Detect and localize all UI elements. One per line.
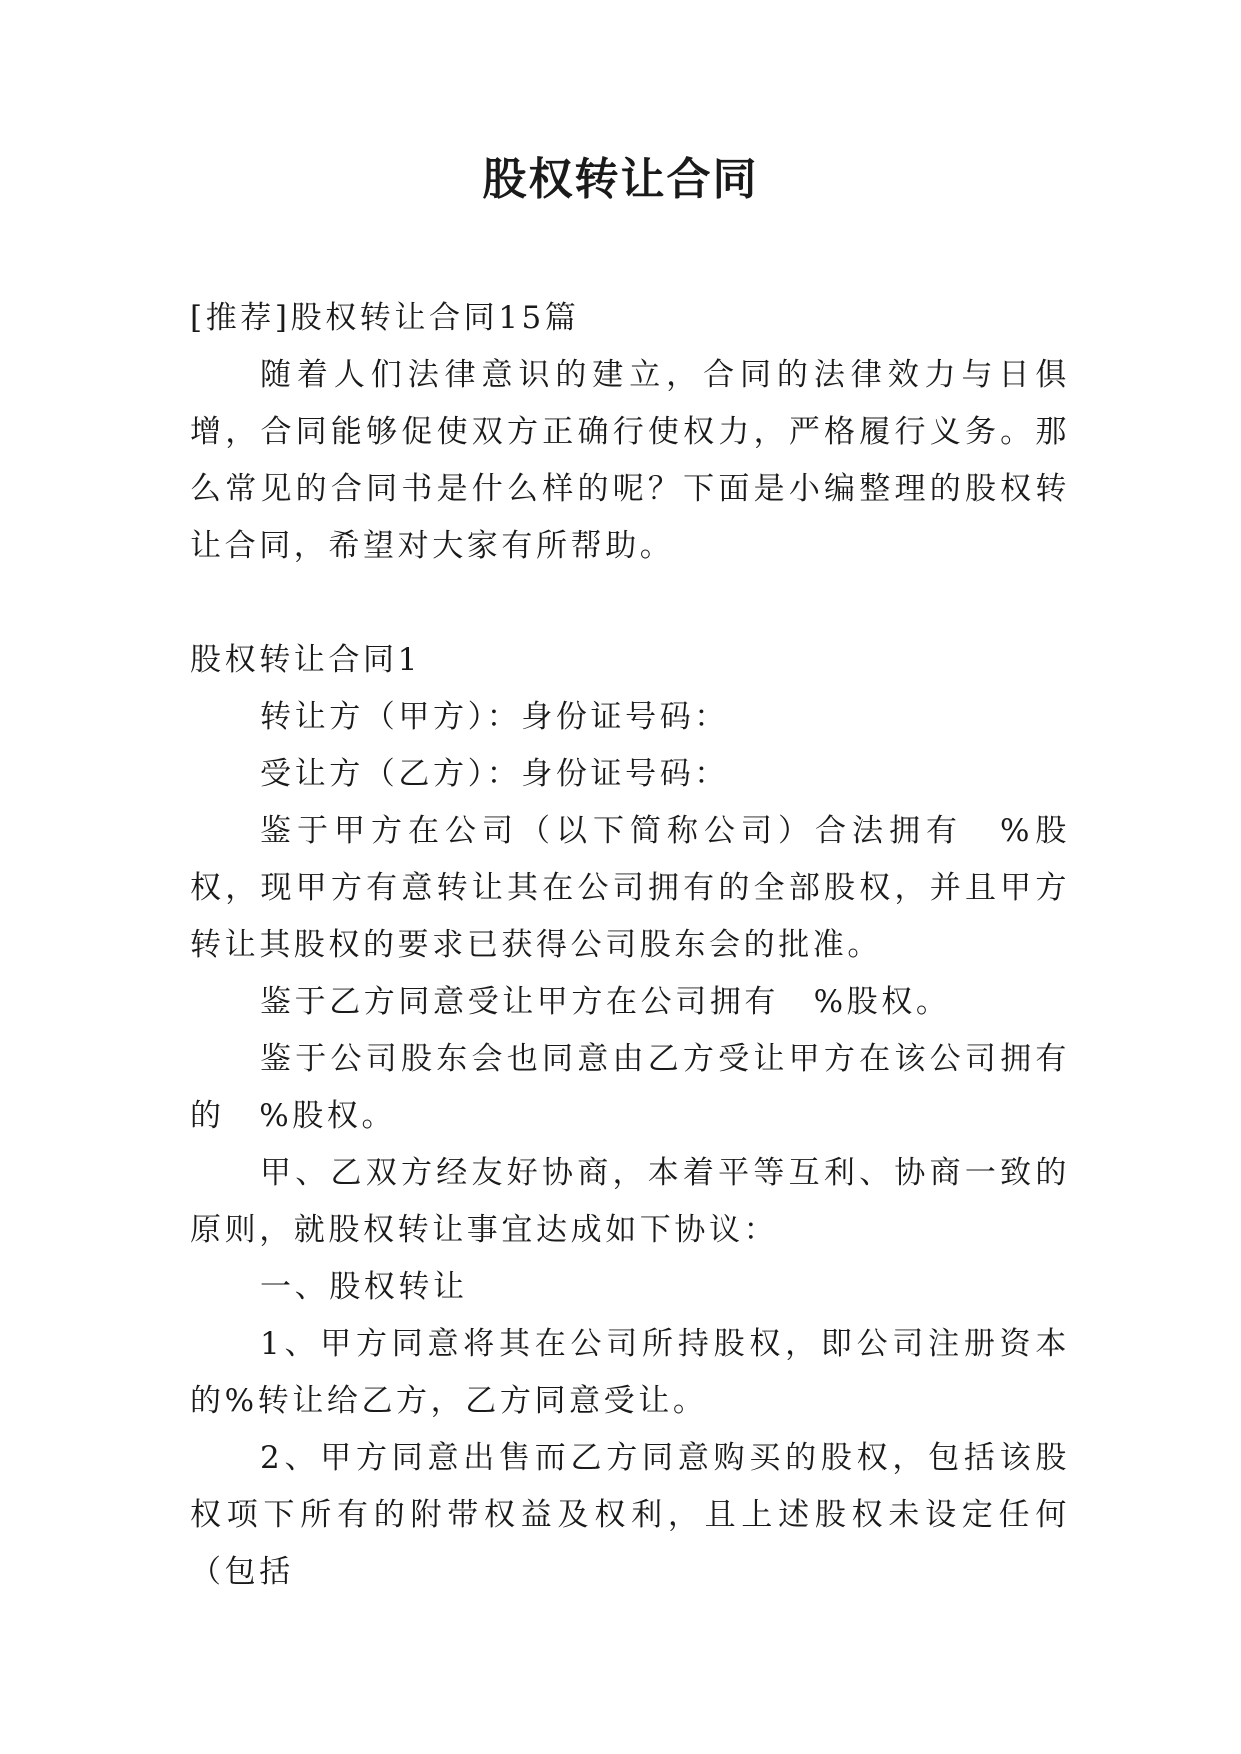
intro-paragraph: 随着人们法律意识的建立，合同的法律效力与日俱增，合同能够促使双方正确行使权力，严格履行义务。那么常见的合同书是什么样的呢？下面是小编整理的股权转让合同，希望对大家有所帮助。 [190, 357, 1070, 564]
section-heading: 股权转让合同1 [190, 642, 421, 678]
document-subtitle: [推荐]股权转让合同15篇 [190, 300, 580, 336]
clause-1: 1、甲方同意将其在公司所持股权，即公司注册资本的%转让给乙方，乙方同意受让。 [190, 1326, 1070, 1419]
document-title: 股权转让合同 [482, 154, 759, 205]
paragraph-whereas-1: 鉴于甲方在公司（以下简称公司）合法拥有 %股权，现甲方有意转让其在公司拥有的全部股权，并且甲方转让其股权的要求已获得公司股东会的批准。 [190, 813, 1070, 963]
paragraph-transferee: 受让方（乙方）：身份证号码： [260, 756, 729, 792]
paragraph-whereas-2: 鉴于乙方同意受让甲方在公司拥有 %股权。 [260, 984, 951, 1020]
document-body [190, 290, 1070, 1601]
paragraph-transferor: 转让方（甲方）：身份证号码： [260, 699, 729, 735]
paragraph-whereas-3: 鉴于公司股东会也同意由乙方受让甲方在该公司拥有的 %股权。 [190, 1041, 1070, 1134]
paragraph-agreement: 甲、乙双方经友好协商，本着平等互利、协商一致的原则，就股权转让事宜达成如下协议： [190, 1155, 1070, 1248]
clause-heading: 一、股权转让 [260, 1269, 468, 1305]
blank-line [190, 575, 1070, 632]
clause-2: 2、甲方同意出售而乙方同意购买的股权，包括该股权项下所有的附带权益及权利，且上述股权未设定任何（包括 [190, 1440, 1070, 1590]
